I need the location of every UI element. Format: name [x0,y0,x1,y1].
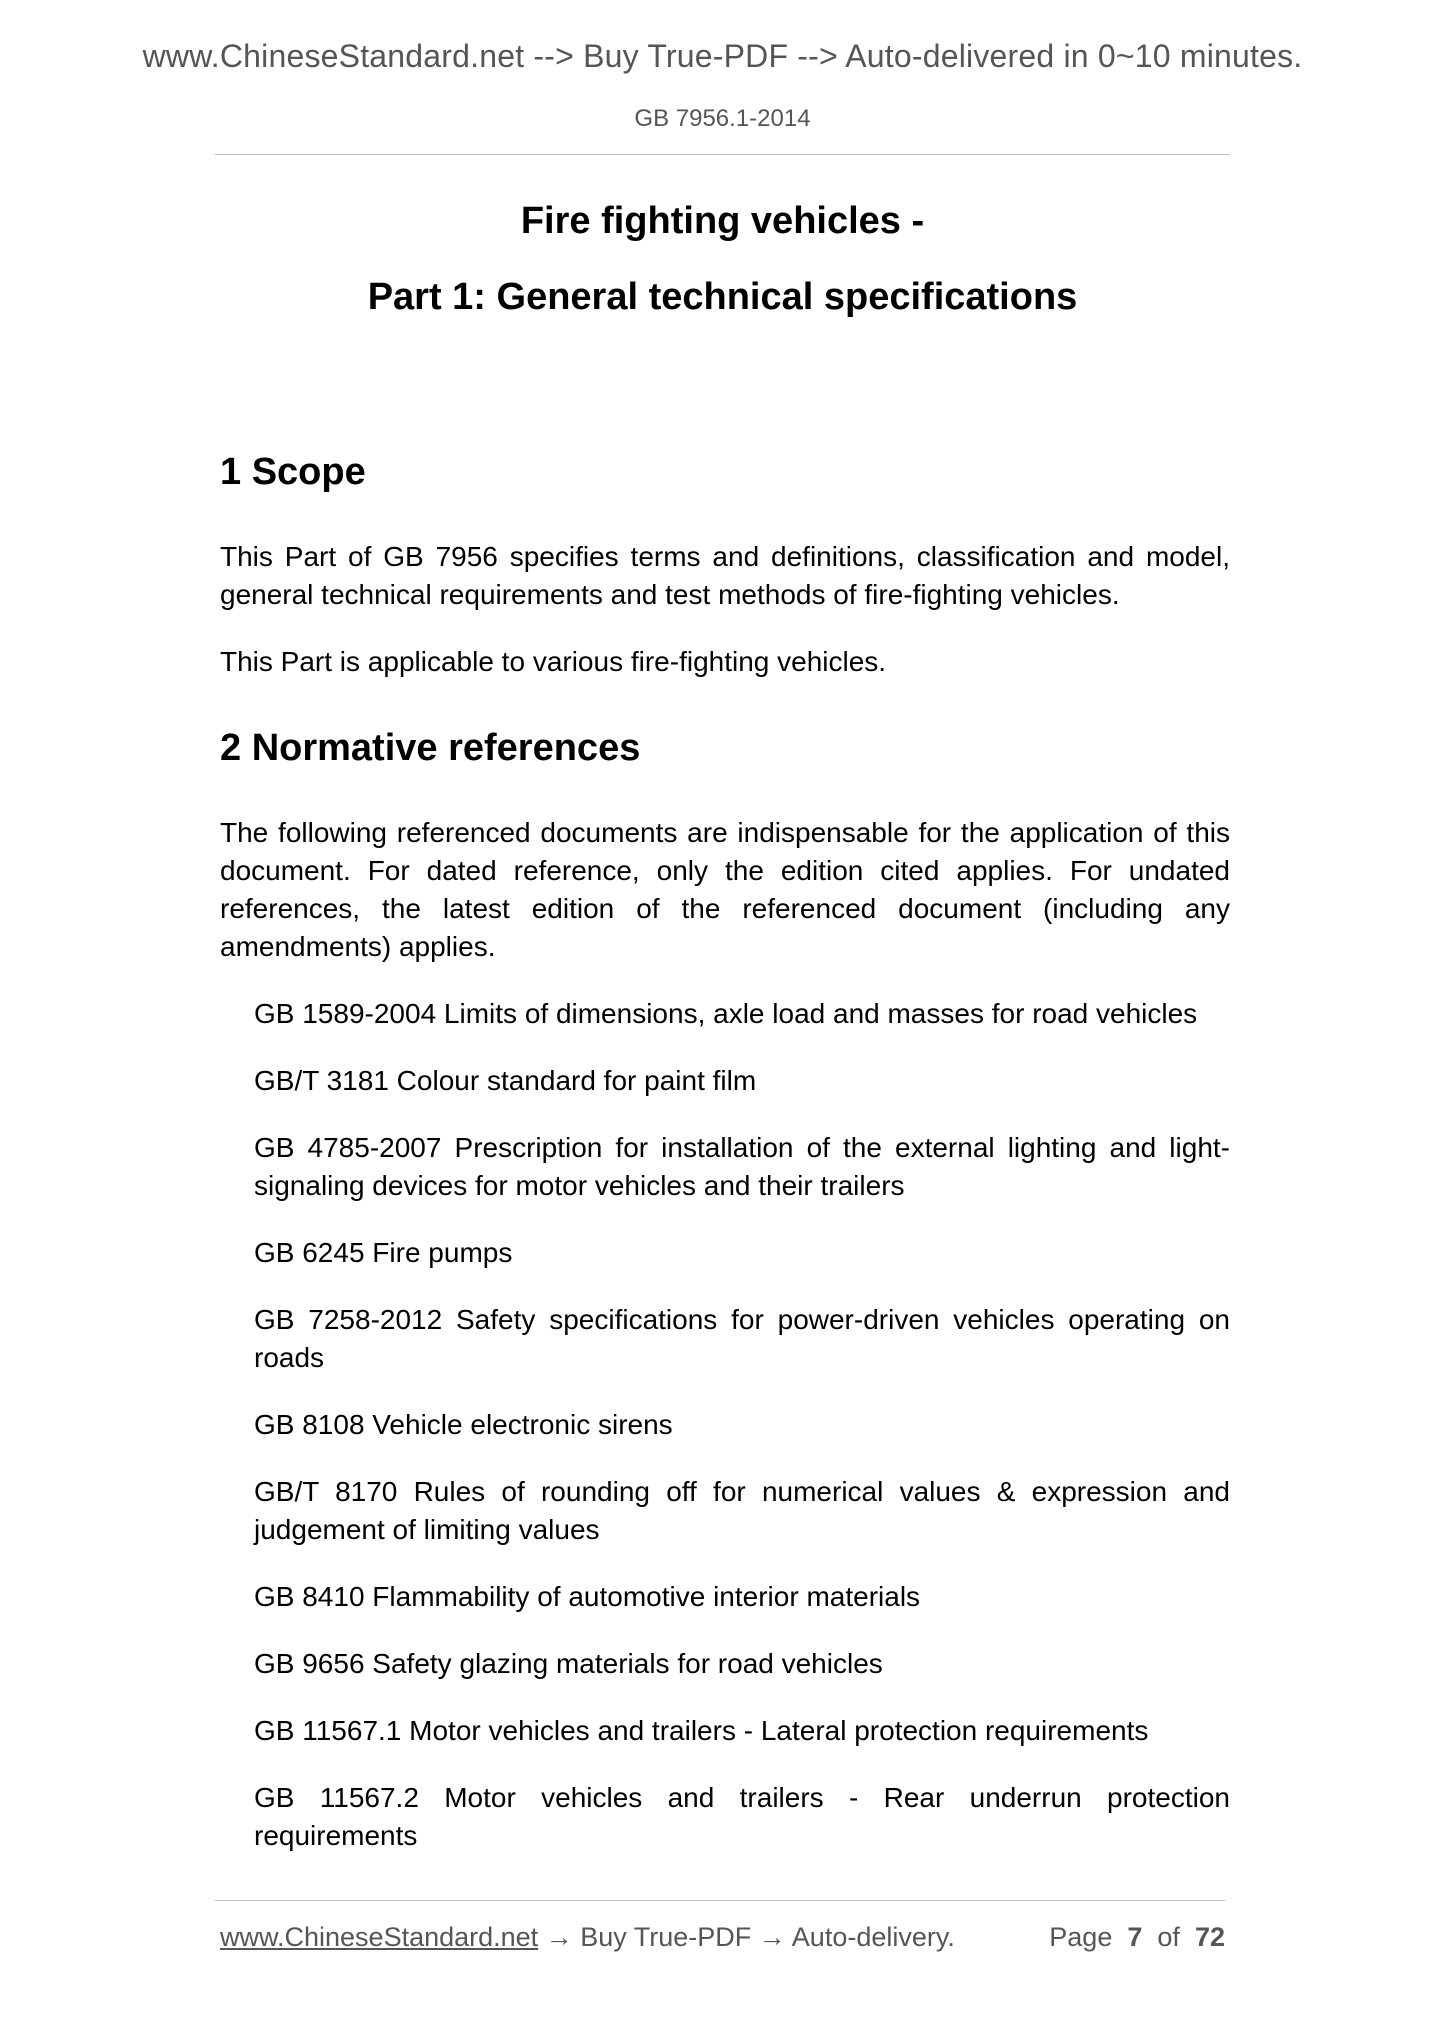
page-indicator [1049,1922,1225,1953]
reference-item: GB 7258-2012 Safety specifications for power-driven vehicles operating on roads [254,1304,1230,1373]
reference-item: GB 6245 Fire pumps [254,1237,513,1268]
reference-item: GB/T 8170 Rules of rounding off for numerical values & expression and judgement of limiting values [254,1476,1230,1545]
reference-item: GB 9656 Safety glazing materials for road vehicles [254,1648,883,1679]
reference-item: GB 8410 Flammability of automotive interior materials [254,1581,921,1612]
scope-paragraph: This Part of GB 7956 specifies terms and definitions, classification and model, general technical requirements and test methods of fire-fighting vehicles. [220,541,1230,610]
section-heading-normative-references: 2 Normative references [220,727,641,769]
footer-site-link[interactable]: www.ChineseStandard.net [220,1922,539,1952]
site-banner: www.ChineseStandard.net --> Buy True-PDF --> Auto-delivered in 0~10 minutes. [142,38,1303,74]
arrow-right-icon: → [758,1922,786,1952]
header-divider [215,154,1230,155]
document-title-line-1: Fire fighting vehicles - [520,200,925,242]
reference-item: GB 1589-2004 Limits of dimensions, axle load and masses for road vehicles [254,998,1198,1029]
document-id: GB 7956.1-2014 [634,105,811,132]
reference-item: GB 4785-2007 Prescription for installation of the external lighting and light-signaling devices for motor vehicles and their trailers [254,1132,1230,1201]
reference-list [220,995,1230,1855]
current-page-number: 7 [1127,1922,1143,1952]
reference-item: GB/T 3181 Colour standard for paint film [254,1065,757,1096]
reference-item: GB 11567.2 Motor vehicles and trailers - Rear underrun protection requirements [254,1782,1230,1851]
scope-paragraph: This Part is applicable to various fire-fighting vehicles. [220,646,887,677]
of-label: of [1157,1922,1180,1952]
reference-item: GB 8108 Vehicle electronic sirens [254,1409,673,1440]
document-body [220,448,1230,1855]
normative-intro-paragraph: The following referenced documents are indispensable for the application of this document. For dated reference, only the edition cited applies. For undated references, the latest edition of the referenced document (including any amendments) applies. [220,817,1230,962]
total-page-count: 72 [1194,1922,1225,1952]
page-footer [220,1922,1225,1953]
footer-divider [215,1900,1225,1901]
arrow-right-icon: → [545,1922,573,1952]
section-heading-scope: 1 Scope [220,451,366,493]
page-label: Page [1049,1922,1113,1952]
footer-buy-text: Buy True-PDF [580,1922,752,1952]
reference-item: GB 11567.1 Motor vehicles and trailers - Lateral protection requirements [254,1715,1149,1746]
footer-delivery-text: Auto-delivery. [791,1922,955,1952]
document-title-line-2: Part 1: General technical specifications [367,276,1078,318]
